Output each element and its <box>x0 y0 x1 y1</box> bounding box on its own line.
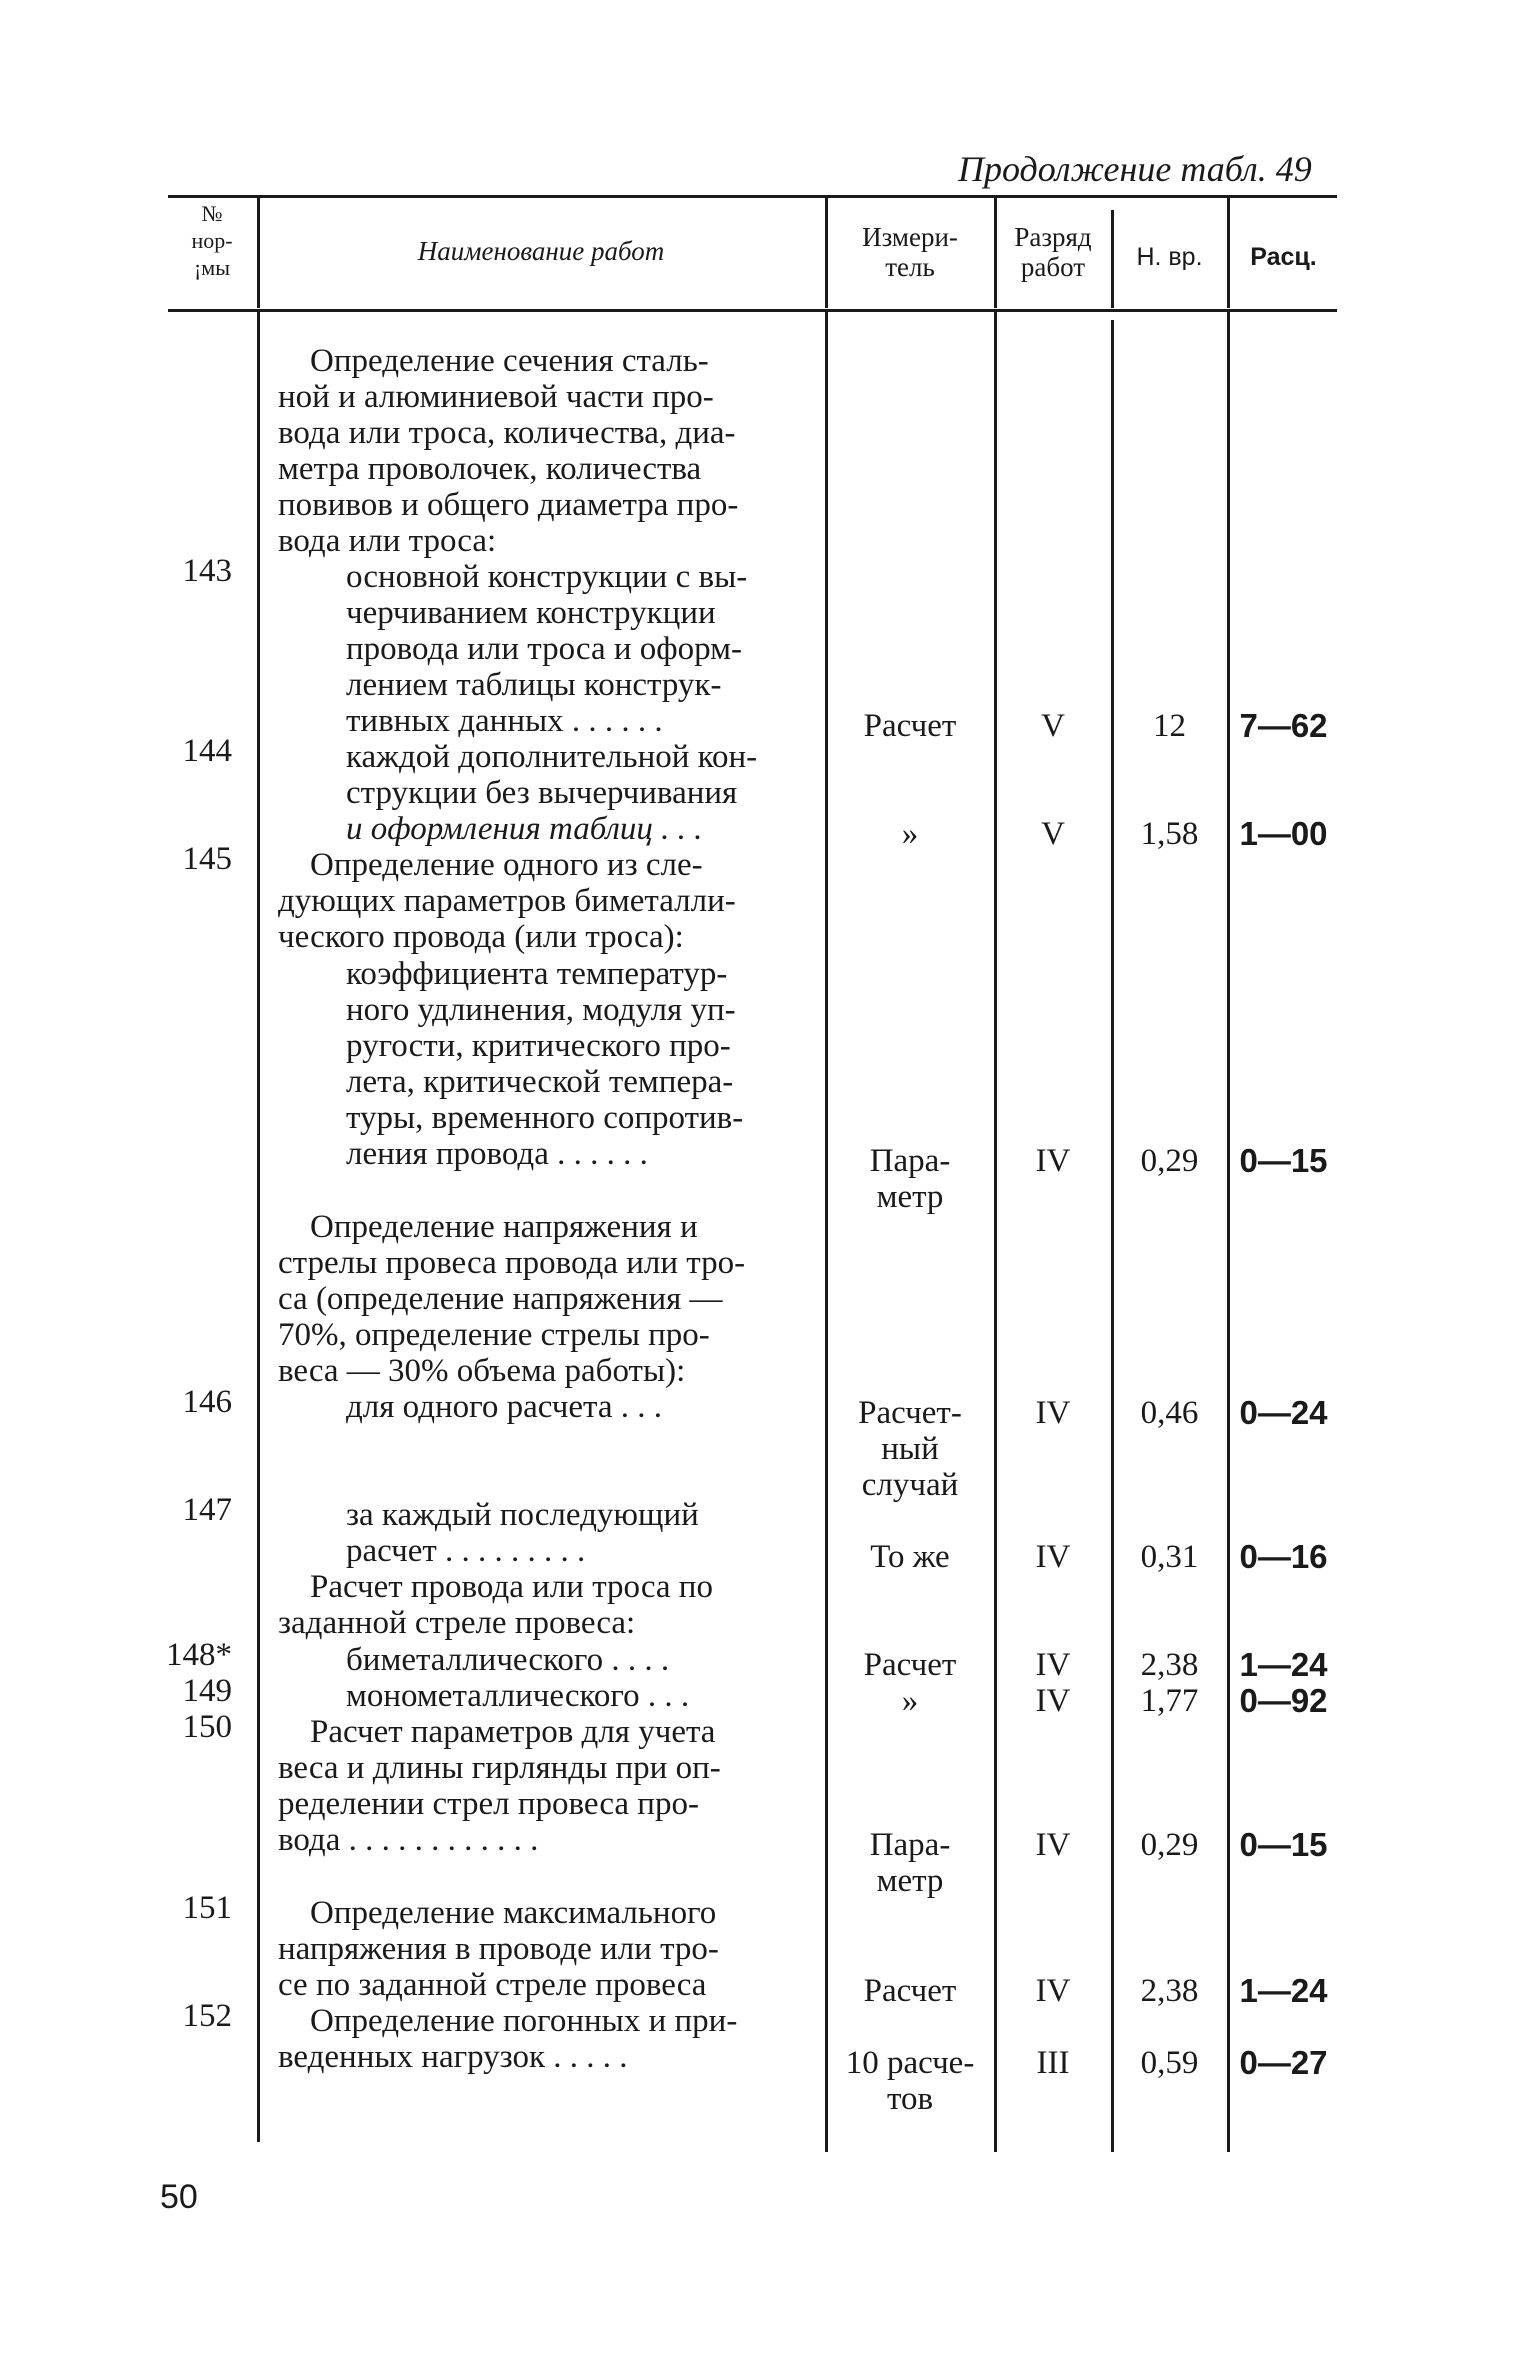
unit-cell: Расчет <box>863 708 957 744</box>
work-text-line: Определение погонных и при- <box>310 2003 738 2039</box>
work-text-line: веденных нагрузок . . . . . <box>278 2039 628 2075</box>
rate-cell: 0—16 <box>1239 1538 1328 1575</box>
rate-cell: 1—00 <box>1239 815 1328 852</box>
rate-cell: 1—24 <box>1239 1972 1328 2009</box>
unit-cell: Пара- метр <box>869 1143 951 1215</box>
time-cell: 2,38 <box>1140 1647 1199 1683</box>
time-cell: 12 <box>1153 708 1186 744</box>
body-sep-4 <box>1111 320 1114 2152</box>
work-text-line: повивов и общего диаметра про- <box>278 487 739 523</box>
body-sep-5 <box>1227 312 1230 2152</box>
rate-cell: 0—27 <box>1239 2044 1328 2081</box>
work-text-line: ления провода . . . . . . <box>346 1136 648 1172</box>
header-rate: Расц. <box>1250 243 1317 271</box>
work-text-line: Расчет провода или троса по <box>310 1569 713 1605</box>
grade-cell: IV <box>1035 1827 1071 1863</box>
time-cell: 0,59 <box>1140 2045 1199 2081</box>
time-cell: 1,58 <box>1140 816 1199 852</box>
time-cell: 0,31 <box>1140 1539 1199 1575</box>
norm-number: 146 <box>182 1384 232 1420</box>
work-text-line: са (определение напряжения — <box>278 1281 723 1317</box>
body-sep-3 <box>994 312 997 2152</box>
header-bottom-rule <box>168 309 1337 312</box>
work-text-line: Определение напряжения и <box>310 1209 698 1245</box>
work-text-line: для одного расчета . . . <box>346 1389 662 1425</box>
grade-cell: V <box>1041 816 1065 852</box>
unit-cell: Расчет- ный случай <box>858 1395 962 1503</box>
unit-cell: Расчет <box>863 1973 957 2009</box>
work-text-line: метра проволочек, количества <box>278 451 702 487</box>
work-text-line: веса — 30% объема работы): <box>278 1353 686 1389</box>
rate-cell: 0—92 <box>1239 1682 1328 1719</box>
work-text-line: черчиванием конструкции <box>346 595 716 631</box>
work-text-line: Расчет параметров для учета <box>310 1714 716 1750</box>
work-text-line: тивных данных . . . . . . <box>346 703 663 739</box>
grade-cell: IV <box>1035 1143 1071 1179</box>
grade-cell: IV <box>1035 1683 1071 1719</box>
norm-number: 144 <box>182 733 232 769</box>
rate-cell: 0—15 <box>1239 1826 1328 1863</box>
work-text-line: Определение сечения сталь- <box>310 343 709 379</box>
grade-cell: IV <box>1035 1395 1071 1431</box>
work-text-line: ределении стрел провеса про- <box>278 1786 699 1822</box>
header-work-name: Наименование работ <box>417 236 665 266</box>
norm-number: 145 <box>182 841 232 877</box>
work-text-line: 70%, определение стрелы про- <box>278 1317 710 1353</box>
work-text-line: струкции без вычерчивания <box>346 775 738 811</box>
work-text-line: веса и длины гирлянды при оп- <box>278 1750 721 1786</box>
norm-number: 150 <box>182 1709 232 1745</box>
unit-cell: » <box>901 816 919 852</box>
rate-cell: 0—15 <box>1239 1142 1328 1179</box>
work-text-line: лета, критической темпера- <box>346 1064 734 1100</box>
work-text-line: Определение максимального <box>310 1895 717 1931</box>
norm-number: 149 <box>182 1673 232 1709</box>
unit-cell: Расчет <box>863 1647 957 1683</box>
work-text-line: монометаллического . . . <box>346 1678 690 1714</box>
work-text-line: биметаллического . . . . <box>346 1642 670 1678</box>
work-text-line: вода . . . . . . . . . . . . <box>278 1822 539 1858</box>
work-text-line: расчет . . . . . . . . . <box>346 1533 586 1569</box>
unit-cell: То же <box>870 1539 950 1575</box>
norm-number: 147 <box>182 1492 232 1528</box>
time-cell: 0,29 <box>1140 1143 1199 1179</box>
work-text-line: ной и алюминиевой части про- <box>278 379 714 415</box>
time-cell: 2,38 <box>1140 1973 1199 2009</box>
work-text-line: основной конструкции с вы- <box>346 559 748 595</box>
rate-cell: 1—24 <box>1239 1646 1328 1683</box>
work-text-line: и оформления таблиц . . . <box>346 811 703 847</box>
work-text-line: провода или троса и оформ- <box>346 631 743 667</box>
work-text-line: вода или троса, количества, диа- <box>278 415 736 451</box>
grade-cell: IV <box>1035 1647 1071 1683</box>
work-text-line: ческого провода (или троса): <box>278 919 684 955</box>
work-text-line: се по заданной стреле провеса <box>278 1967 707 2003</box>
work-text-line: каждой дополнительной кон- <box>346 739 758 775</box>
time-cell: 1,77 <box>1140 1683 1199 1719</box>
norm-number: 151 <box>182 1890 232 1926</box>
table-caption: Продолжение табл. 49 <box>958 149 1312 189</box>
norm-number: 152 <box>182 1998 232 2034</box>
header-time: Н. вр. <box>1136 243 1203 271</box>
page-number: 50 <box>160 2178 198 2216</box>
work-text-line: стрелы провеса провода или тро- <box>278 1245 746 1281</box>
work-text-line: за каждый последующий <box>346 1497 699 1533</box>
work-text-line: лением таблицы конструк- <box>346 667 722 703</box>
header-unit: Измери- тель <box>862 222 958 282</box>
rate-cell: 7—62 <box>1239 707 1328 744</box>
work-text-line: Определение одного из сле- <box>310 847 703 883</box>
grade-cell: III <box>1036 2045 1070 2081</box>
work-text-line: вода или троса: <box>278 523 497 559</box>
grade-cell: IV <box>1035 1539 1071 1575</box>
unit-cell: » <box>901 1683 919 1719</box>
norm-number: 143 <box>182 553 232 589</box>
unit-cell: Пара- метр <box>869 1827 951 1899</box>
work-text-line: заданной стреле провеса: <box>278 1605 636 1641</box>
rate-cell: 0—24 <box>1239 1394 1328 1431</box>
work-text-line: ругости, критического про- <box>346 1028 731 1064</box>
body-sep-1 <box>257 312 260 2142</box>
norm-number: 148* <box>166 1637 232 1673</box>
header-top-rule <box>168 195 1337 198</box>
grade-cell: IV <box>1035 1973 1071 2009</box>
work-text-line: коэффициента температур- <box>346 956 728 992</box>
time-cell: 0,46 <box>1140 1395 1199 1431</box>
work-text-line: туры, временного сопротив- <box>346 1100 744 1136</box>
work-text-line: напряжения в проводе или тро- <box>278 1931 719 1967</box>
grade-cell: V <box>1041 708 1065 744</box>
time-cell: 0,29 <box>1140 1827 1199 1863</box>
unit-cell: 10 расче- тов <box>845 2045 975 2117</box>
header-norm-number: № нор- ¡мы <box>191 201 233 280</box>
work-text-line: дующих параметров биметалли- <box>278 883 736 919</box>
work-text-line: ного удлинения, модуля уп- <box>346 992 736 1028</box>
header-grade: Разряд работ <box>1014 222 1092 282</box>
